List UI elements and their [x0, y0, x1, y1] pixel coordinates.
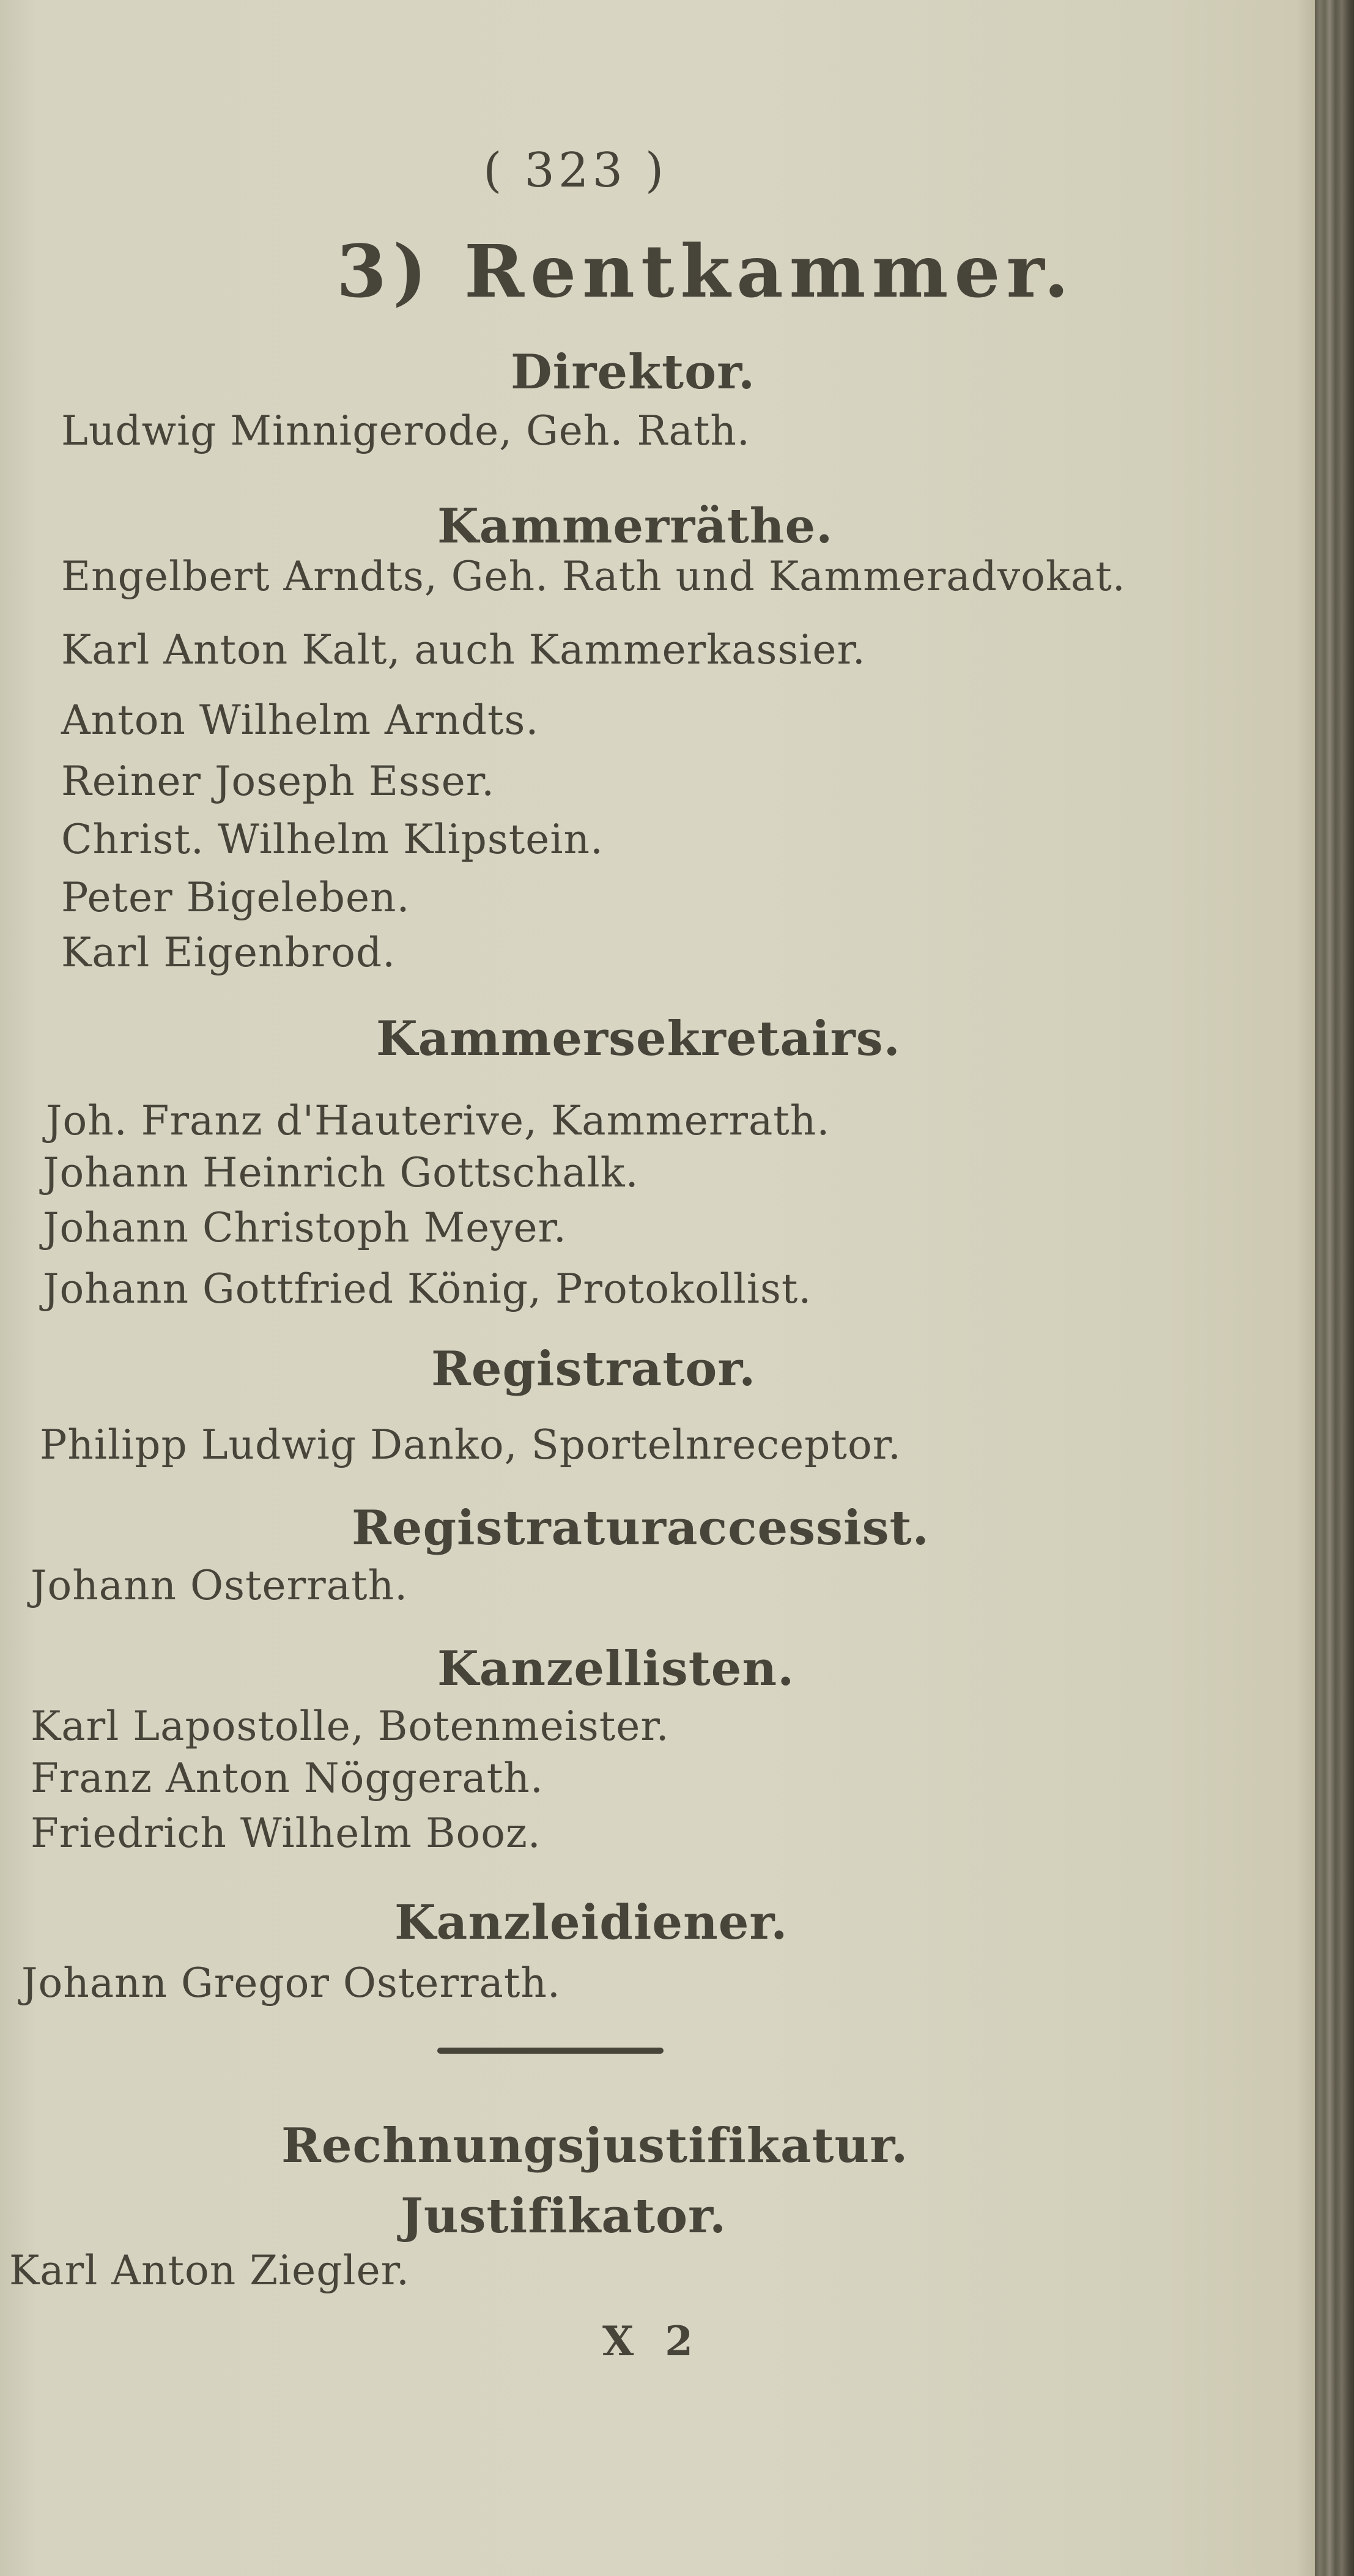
- entry: Peter Bigeleben.: [61, 874, 410, 921]
- page-number: ( 323 ): [483, 143, 668, 198]
- heading-direktor: Direktor.: [511, 344, 756, 400]
- entry: Reiner Joseph Esser.: [61, 758, 495, 805]
- entry: Philipp Ludwig Danko, Sportelnreceptor.: [40, 1421, 901, 1468]
- entry: Ludwig Minnigerode, Geh. Rath.: [61, 407, 750, 454]
- entry: Karl Eigenbrod.: [61, 929, 396, 976]
- entry: Johann Heinrich Gottschalk.: [43, 1149, 639, 1196]
- entry: Johann Osterrath.: [31, 1562, 409, 1609]
- heading-kammersekretairs: Kammersekretairs.: [376, 1011, 901, 1067]
- printer-signature: X 2: [602, 2317, 702, 2365]
- section-title: 3) Rentkammer.: [336, 229, 1075, 314]
- entry: Joh. Franz d'Hauterive, Kammerrath.: [46, 1097, 831, 1144]
- heading-kanzleidiener: Kanzleidiener.: [394, 1895, 788, 1950]
- entry: Franz Anton Nöggerath.: [31, 1755, 544, 1802]
- entry: Anton Wilhelm Arndts.: [61, 697, 539, 744]
- heading-registrator: Registrator.: [431, 1341, 757, 1397]
- entry: Johann Gregor Osterrath.: [21, 1960, 561, 2007]
- entry: Engelbert Arndts, Geh. Rath und Kammeradvokat.: [61, 553, 1126, 600]
- heading-rechnungsjustifikatur: Rechnungsjustifikatur.: [281, 2118, 909, 2174]
- entry: Friedrich Wilhelm Booz.: [31, 1810, 541, 1857]
- entry: Karl Anton Ziegler.: [9, 2247, 410, 2294]
- page-stack-edge: [1315, 0, 1354, 2576]
- entry: Karl Lapostolle, Botenmeister.: [31, 1703, 670, 1750]
- heading-kammerraethe: Kammerräthe.: [437, 498, 834, 554]
- entry: Johann Christoph Meyer.: [43, 1204, 567, 1251]
- section-divider: [437, 2048, 664, 2054]
- entry: Johann Gottfried König, Protokollist.: [43, 1265, 812, 1312]
- entry: Christ. Wilhelm Klipstein.: [61, 816, 604, 863]
- entry: Karl Anton Kalt, auch Kammerkassier.: [61, 626, 866, 673]
- heading-registraturaccessist: Registraturaccessist.: [352, 1500, 930, 1556]
- heading-justifikator: Justifikator.: [401, 2188, 727, 2244]
- heading-kanzellisten: Kanzellisten.: [437, 1641, 795, 1697]
